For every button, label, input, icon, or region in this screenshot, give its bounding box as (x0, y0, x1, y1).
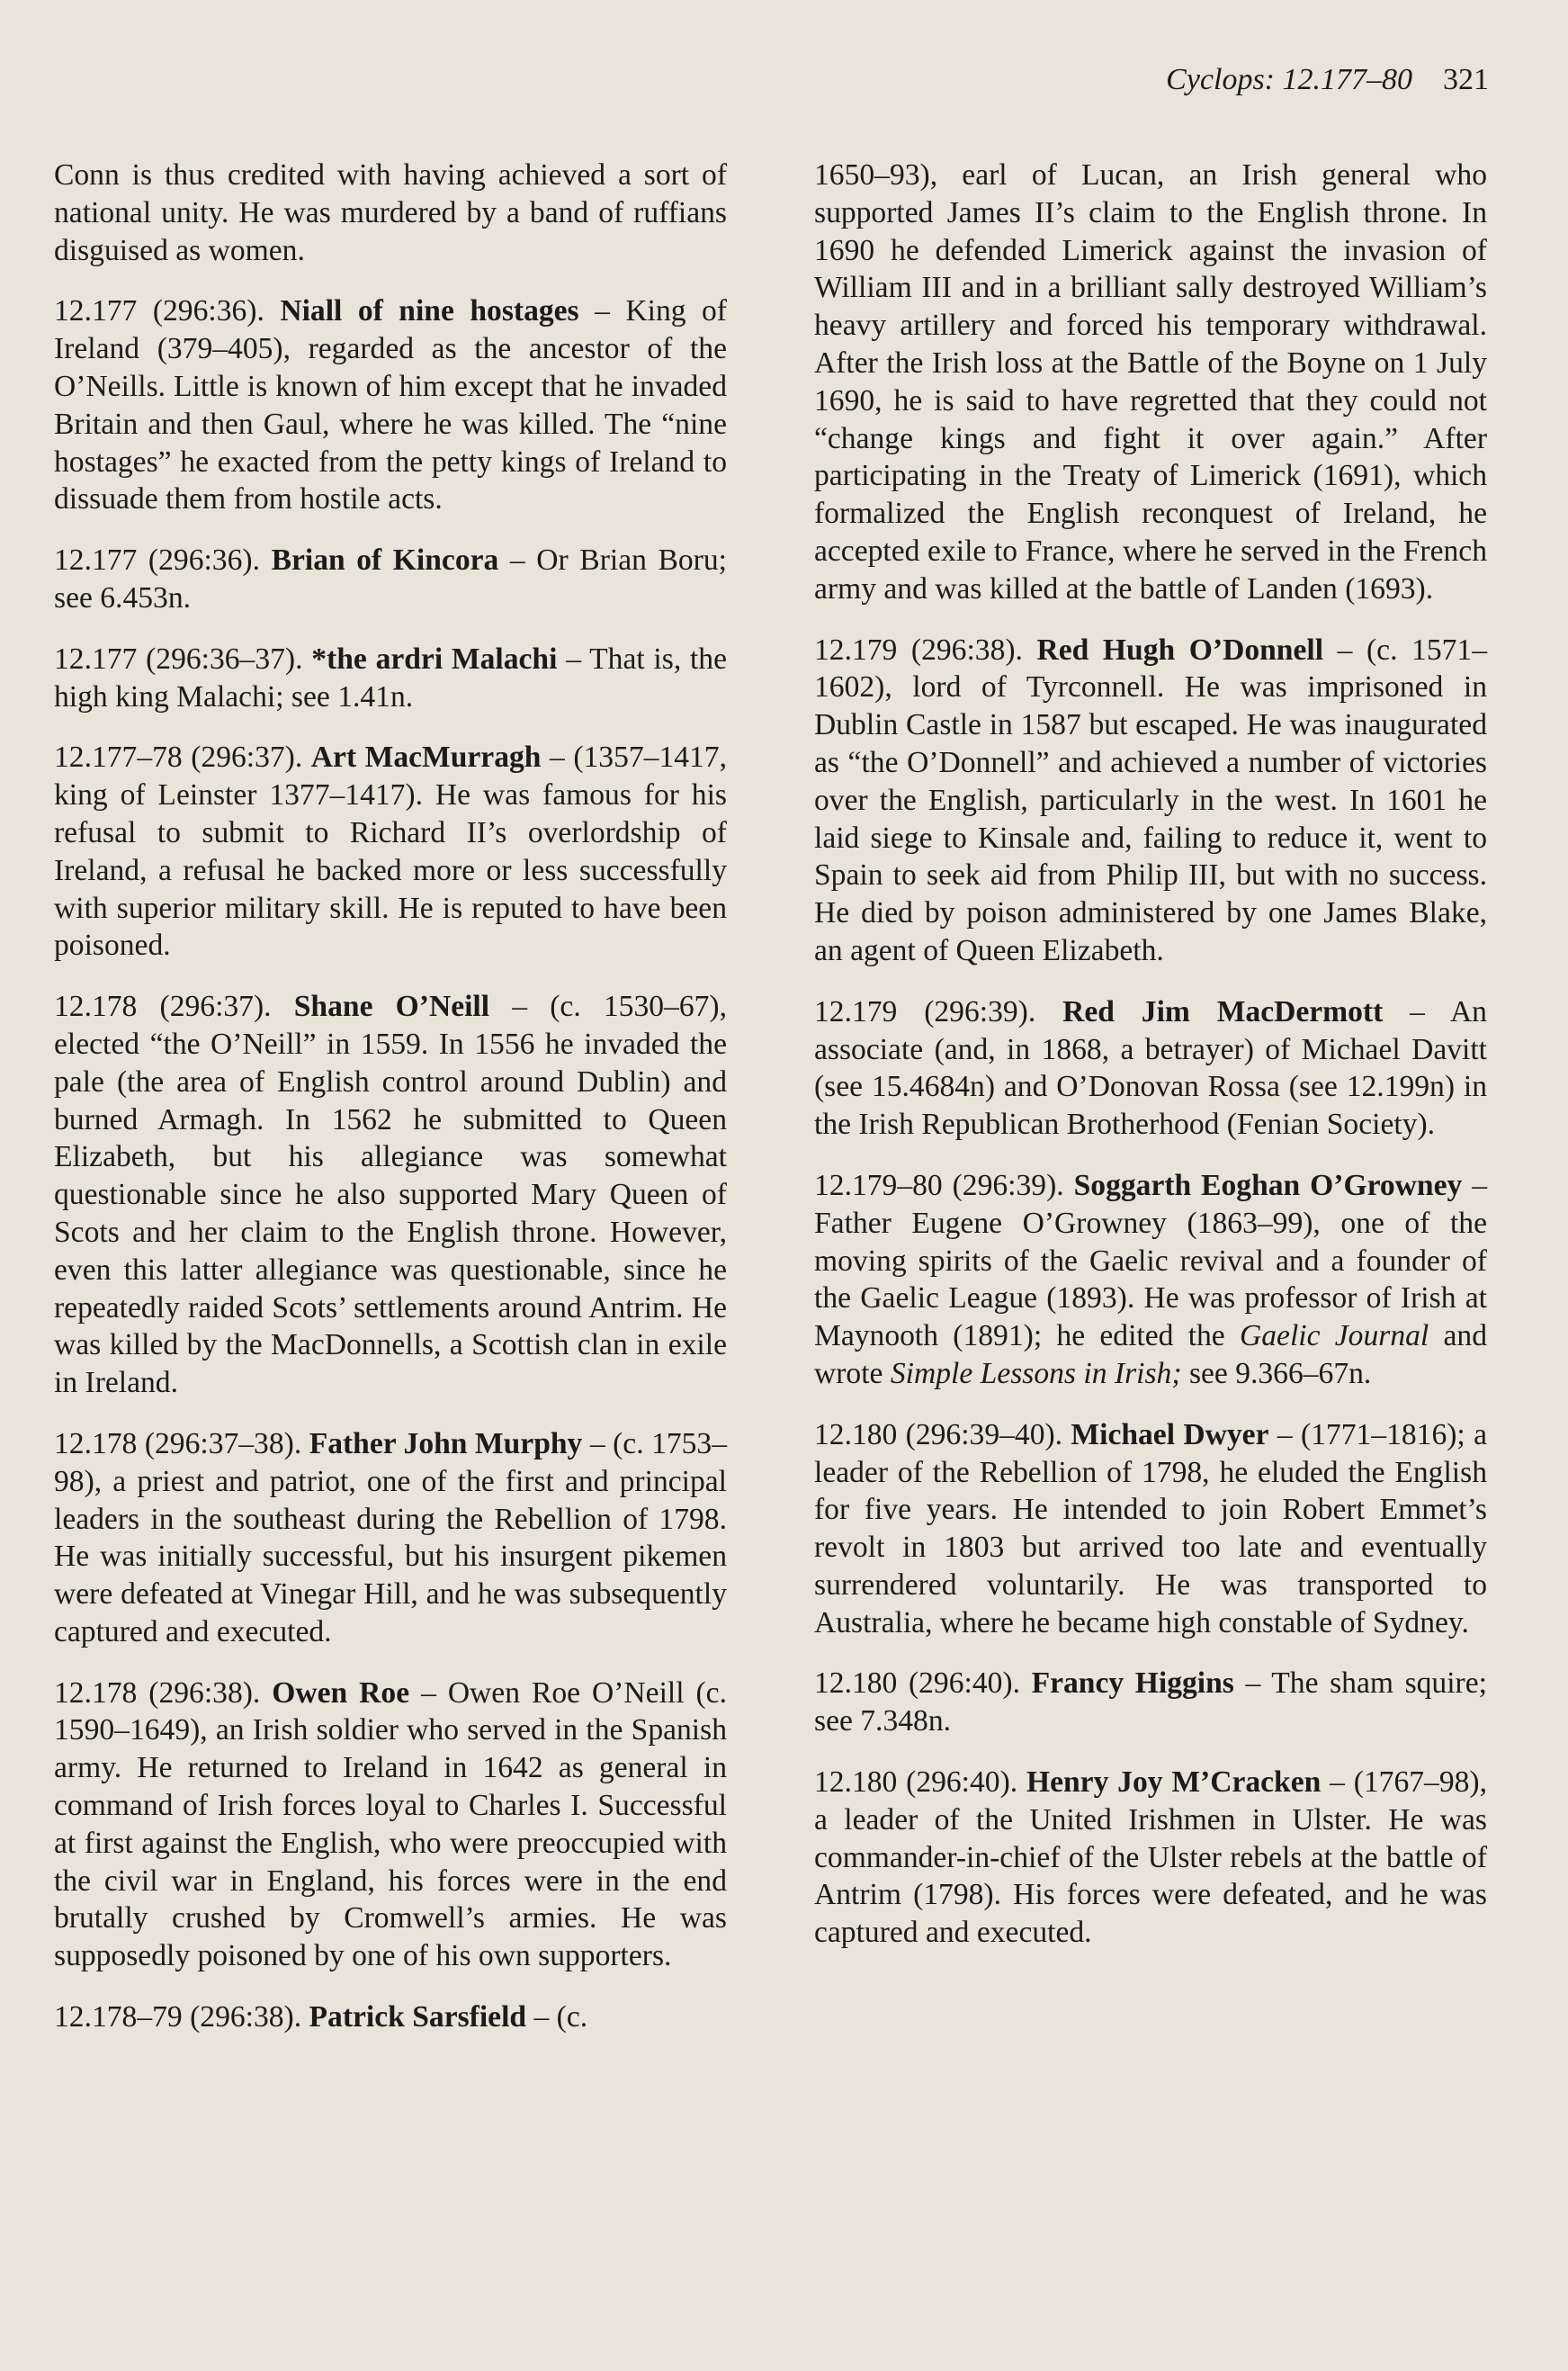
entry-red-hugh-odonnell: 12.179 (296:38). Red Hugh O’Donnell – (c. 1571–1602), lord of Tyrconnell. He was imprisoned in Dublin Castle in 1587 but escaped. He was inaugurated as “the O’Donnell” and achieved a number of victories over the English, particularly in the west. In 1601 he laid siege to Kinsale and, failing to reduce it, went to Spain to seek aid from Philip III, but with no success. He died by poison administered by one James Blake, an agent of Queen Elizabeth. (814, 633, 1487, 967)
entry-ref: 12.178 (296:37). (54, 990, 272, 1024)
entry-patrick-sarsfield: 12.178–79 (296:38). Patrick Sarsfield – (c. (54, 2000, 588, 2034)
entry-headword: Red Hugh O’Donnell (1036, 633, 1324, 667)
entry-text: (c. (556, 2000, 588, 2034)
entry-owen-roe: 12.178 (296:38). Owen Roe – Owen Roe O’Neill (c. 1590–1649), an Irish soldier who served in the Spanish army. He returned to Ireland in 1642 as general in command of Irish forces loyal to Charles I. Successful at first against the English, who were preoccupied with the civil war in England, his forces were in the end brutally crushed by Cromwell’s armies. He was supposedly poisoned by one of his own supporters. (54, 1675, 727, 1973)
entry-headword: Patrick Sarsfield (309, 2000, 527, 2034)
entry-headword: Shane O’Neill (293, 990, 490, 1024)
entry-text: Or Brian Boru; see 6.453n. (54, 543, 727, 615)
entry-headword: Art MacMurragh (310, 741, 542, 775)
continuation-paragraph: 1650–93), earl of Lucan, an Irish general who supported James II’s claim to the English throne. In 1690 he defended Limerick against the invasion of William III and in a brilliant sally destroyed William’s heavy artillery and forced his temporary withdrawal. After the Irish loss at the Battle of the Boyne on 1 July 1690, he is said to have regretted that they could not “change kings and fight it over again.” After participating in the Treaty of Limerick (1691), which formalized the English reconquest of Ireland, he accepted exile to France, where he served in the French army and was killed at the battle of Landen (1693). (814, 158, 1487, 606)
entry-ref: 12.179–80 (296:39). (814, 1168, 1064, 1202)
entry-art-macmurragh: 12.177–78 (296:37). Art MacMurragh – (1357–1417, king of Leinster 1377–1417). He was famous for his refusal to submit to Richard II’s overlordship of Ireland, a refusal he backed more or less successfully with superior military skill. He is reputed to have been poisoned. (54, 741, 727, 963)
entry-text: An associate (and, in 1868, a betrayer) of Michael Davitt (see 15.4684n) and O’Donovan Rossa (see 12.199n) in the Irish Republican Brotherhood (Fenian Society). (814, 994, 1487, 1142)
entry-ref: 12.177 (296:36). (54, 294, 264, 328)
entry-ref: 12.178–79 (296:38). (54, 2000, 302, 2034)
entry-headword: Brian of Kincora (271, 543, 499, 578)
entry-headword: Red Jim MacDermott (1062, 994, 1384, 1028)
entry-text: (c. 1530–67), elected “the O’Neill” in 1559. In 1556 he invaded the pale (the area of English control around Dublin) and burned Armagh. In 1562 he submitted to Queen Elizabeth, but his allegiance was somewhat questionable since he also supported Mary Queen of Scots and her claim to the English throne. However, even this latter allegiance was questionable, since he repeatedly raided Scots’ settlements around Antrim. He was killed by the MacDonnells, a Scottish clan in exile in Ireland. (54, 990, 727, 1400)
entry-headword: Owen Roe (272, 1675, 410, 1710)
entry-ref: 12.179 (296:39). (814, 994, 1036, 1028)
entry-headword: Niall of nine hostages (280, 294, 579, 328)
entry-text: (c. 1753–98), a priest and patriot, one of the first and principal leaders in the southeast during the Rebellion of 1798. He was initially successful, but his insurgent pikemen were defeated at Vinegar Hill, and he was subsequently captured and executed. (54, 1426, 728, 1648)
entry-ref: 12.180 (296:40). (814, 1666, 1020, 1701)
entry-headword: Francy Higgins (1031, 1666, 1234, 1701)
running-head (1166, 65, 1489, 95)
entry-ardri-malachi: 12.177 (296:36–37). *the ardri Malachi – That is, the high king Malachi; see 1.41n. (54, 642, 727, 714)
entry-text: King of Ireland (379–405), regarded as the ancestor of the O’Neills. Little is known of him except that he invaded Britain and then Gaul, where he was killed. The “nine hostages” he exacted from the petty kings of Ireland to dissuade them from hostile acts. (54, 294, 727, 516)
entry-text: (c. 1571–1602), lord of Tyrconnell. He was imprisoned in Dublin Castle in 1587 but escaped. He was inaugurated as “the O’Donnell” and achieved a number of victories over the English, particularly in the west. In 1601 he laid siege to Kinsale and, failing to reduce it, went to Spain to seek aid from Philip III, but with no success. He died by poison administered by one James Blake, an agent of Queen Elizabeth. (814, 633, 1487, 967)
entry-headword: Soggarth Eoghan O’Growney (1073, 1168, 1463, 1202)
running-head-title: Cyclops: 12.177–80 (1166, 63, 1412, 96)
entry-text: (1771–1816); a leader of the Rebellion of 1798, he eluded the English for five years. He intended to join Robert Emmet’s revolt in 1803 but arrived too late and eventually surrendered voluntarily. He was transported to Australia, where he became high constable of Sydney. (814, 1417, 1487, 1639)
entry-ref: 12.177 (296:36). (54, 543, 260, 578)
entry-red-jim-macdermott: 12.179 (296:39). Red Jim MacDermott – An associate (and, in 1868, a betrayer) of Michael Davitt (see 15.4684n) and O’Donovan Rossa (see 12.199n) in the Irish Republican Brotherhood (Fenian Society). (814, 994, 1487, 1142)
entry-text: (1767–98), a leader of the United Irishmen in Ulster. He was commander-in-chief of the Ulster rebels at the battle of Antrim (1798). His forces were defeated, and he was captured and executed. (814, 1765, 1487, 1950)
entry-text: Owen Roe O’Neill (c. 1590–1649), an Irish soldier who served in the Spanish army. He returned to Ireland in 1642 as general in command of Irish forces loyal to Charles I. Successful at first against the English, who were preoccupied with the civil war in England, his forces were in the end brutally crushed by Cromwell’s armies. He was supposedly poisoned by one of his own supporters. (54, 1675, 727, 1973)
right-column (814, 157, 1487, 1975)
left-column (54, 157, 727, 2060)
entry-ref: 12.179 (296:38). (814, 633, 1023, 667)
entry-ref: 12.180 (296:40). (814, 1765, 1018, 1800)
entry-ref: 12.180 (296:39–40). (814, 1417, 1063, 1451)
entry-headword: Michael Dwyer (1071, 1417, 1269, 1451)
entry-text: Father Eugene O’Growney (1863–99), one of the moving spirits of the Gaelic revival and a founder of the Gaelic League (1893). He was professor of Irish at Maynooth (1891); he edited the (814, 1206, 1487, 1353)
entry-soggarth-eoghan-ogrowney: 12.179–80 (296:39). Soggarth Eoghan O’Growney – Father Eugene O’Growney (1863–99), one of the moving spirits of the Gaelic revival and a founder of the Gaelic League (1893). He was professor of Irish at Maynooth (1891); he edited the Gaelic Journal and wrote Simple Lessons in Irish; see 9.366–67n. (814, 1168, 1487, 1390)
italic-title: Simple Lessons in Irish; (890, 1356, 1182, 1390)
page-number: 321 (1443, 63, 1489, 96)
entry-text: The sham squire; see 7.348n. (814, 1666, 1487, 1738)
continuation-paragraph: Conn is thus credited with having achieved a sort of national unity. He was murdered by a band of ruffians disguised as women. (54, 158, 727, 267)
entry-francy-higgins: 12.180 (296:40). Francy Higgins – The sham squire; see 7.348n. (814, 1666, 1487, 1738)
entry-shane-oneill: 12.178 (296:37). Shane O’Neill – (c. 1530–67), elected “the O’Neill” in 1559. In 1556 he invaded the pale (the area of English control around Dublin) and burned Armagh. In 1562 he submitted to Queen Elizabeth, but his allegiance was somewhat questionable since he also supported Mary Queen of Scots and her claim to the English throne. However, even this latter allegiance was questionable, since he repeatedly raided Scots’ settlements around Antrim. He was killed by the MacDonnells, a Scottish clan in exile in Ireland. (54, 990, 727, 1400)
entry-headword: Henry Joy M’Cracken (1026, 1765, 1322, 1800)
entry-text: see 9.366–67n. (1188, 1356, 1372, 1390)
entry-ref: 12.178 (296:37–38). (54, 1426, 302, 1460)
italic-title: Gaelic Journal (1240, 1319, 1429, 1353)
entry-michael-dwyer: 12.180 (296:39–40). Michael Dwyer – (1771–1816); a leader of the Rebellion of 1798, he eluded the English for five years. He intended to join Robert Emmet’s revolt in 1803 but arrived too late and eventually surrendered voluntarily. He was transported to Australia, where he became high constable of Sydney. (814, 1417, 1487, 1639)
entry-headword: Father John Murphy (309, 1426, 583, 1460)
entry-niall-of-nine-hostages: 12.177 (296:36). Niall of nine hostages – King of Ireland (379–405), regarded as the ancestor of the O’Neills. Little is known of him except that he invaded Britain and then Gaul, where he was killed. The “nine hostages” he exacted from the petty kings of Ireland to dissuade them from hostile acts. (54, 294, 727, 516)
entry-father-john-murphy: 12.178 (296:37–38). Father John Murphy – (c. 1753–98), a priest and patriot, one of the first and principal leaders in the southeast during the Rebellion of 1798. He was initially successful, but his insurgent pikemen were defeated at Vinegar Hill, and he was subsequently captured and executed. (54, 1426, 728, 1648)
entry-ref: 12.178 (296:38). (54, 1675, 261, 1710)
entry-ref: 12.177–78 (296:37). (54, 741, 303, 775)
entry-headword: *the ardri Malachi (311, 642, 558, 676)
entry-henry-joy-mcracken: 12.180 (296:40). Henry Joy M’Cracken – (1767–98), a leader of the United Irishmen in Ulster. He was commander-in-chief of the Ulster rebels at the battle of Antrim (1798). His forces were defeated, and he was captured and executed. (814, 1765, 1487, 1950)
entry-text: That is, the high king Malachi; see 1.41n. (54, 642, 727, 714)
entry-brian-of-kincora: 12.177 (296:36). Brian of Kincora – Or Brian Boru; see 6.453n. (54, 543, 727, 615)
entry-ref: 12.177 (296:36–37). (54, 642, 303, 676)
entry-text: (1357–1417, king of Leinster 1377–1417). He was famous for his refusal to submit to Richard II’s overlordship of Ireland, a refusal he backed more or less successfully with superior military skill. He is reputed to have been poisoned. (54, 741, 727, 963)
entry-text: and wrote (814, 1319, 1487, 1390)
